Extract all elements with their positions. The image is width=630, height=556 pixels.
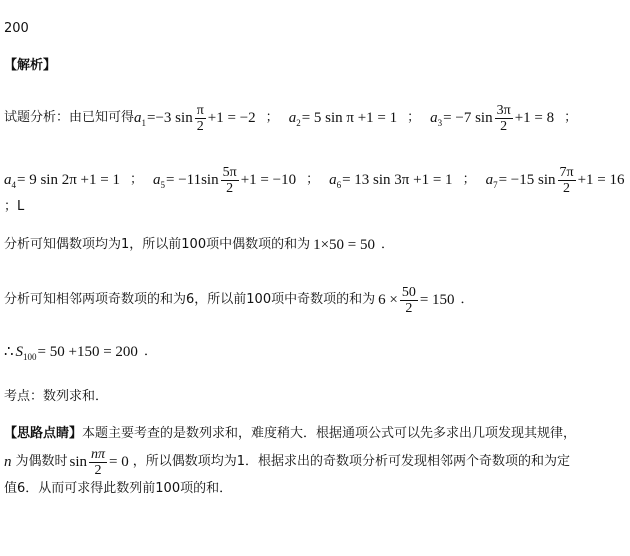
comment-sin-expression: sin $\frac{n\pi}{2}$ = 0 [69,446,129,478]
a4-equation: a 4 = 9 sin 2π +1 = 1 [4,172,120,190]
kaodian-line: 考点：数列求和． [4,389,109,404]
odd-fraction: $\frac{50}{2}$ [401,284,416,316]
comment-tag: 【思路点睛】 [4,426,83,441]
comment-line-3: 值6．从而可求得此数列前100项的和． [4,481,233,496]
terms-line-1: 试题分析：由已知可得 a 1 =−3 sin $\frac{\pi}{2}$ +1 = −2 ； a 2 = 5 sin π +1 = 1 ； a 3 = −7 sin $\frac{3\pi}{2}$ +1 = 8 ； [4,102,578,134]
a3-fraction: $\frac{3\pi}{2}$ [496,102,511,134]
answer-value: 200 [4,21,29,36]
analysis-header: 【解析】 [4,58,57,73]
a5-fraction: $\frac{5\pi}{2}$ [222,164,237,196]
a6-equation: a 6 = 13 sin 3π +1 = 1 [329,172,453,190]
comment-line-1: 【思路点睛】本题主要考查的是数列求和，难度稍大．根据通项公式可以先多求出几项发现其规律， [4,426,577,441]
total-sum-expression: ∴ S 100 = 50 +150 = 200 [4,344,138,362]
a7-equation: a 7 = −15 sin $\frac{7\pi}{2}$ +1 = 16 [485,164,625,196]
a2-equation: a 2 = 5 sin π +1 = 1 [288,110,398,128]
a3-equation: a 3 = −7 sin $\frac{3\pi}{2}$ +1 = 8 [430,102,555,134]
a7-fraction: $\frac{7\pi}{2}$ [559,164,574,196]
comment-fraction: $\frac{n\pi}{2}$ [91,446,106,478]
a5-equation: a 5 = −11sin $\frac{5\pi}{2}$ +1 = −10 [152,164,297,196]
odd-terms-line: 分析可知相邻两项奇数项的和为6，所以前100项中奇数项的和为 6 × $\frac{50}{2}$ = 150 ． [4,284,474,316]
line1-prefix: 试题分析：由已知可得 [4,110,135,125]
ellipsis-line: ；L [4,199,25,214]
even-terms-line: 分析可知偶数项均为1，所以前100项中偶数项的和为 1×50 = 50 ． [4,237,395,253]
a1-equation: a 1 =−3 sin $\frac{\pi}{2}$ +1 = −2 [134,102,256,134]
total-sum-line: ∴ S 100 = 50 +150 = 200 ． [4,344,157,362]
odd-sum-expression: 6 × $\frac{50}{2}$ = 150 [378,284,455,316]
terms-line-2: a 4 = 9 sin 2π +1 = 1 ； a 5 = −11sin $\frac{5\pi}{2}$ +1 = −10 ； a 6 = 13 sin 3π +1 = 1 ； a 7 = −15 sin $\frac{7\pi}{2}$ +1 = 16 [4,164,625,196]
comment-line-2: n 为偶数时 sin $\frac{n\pi}{2}$ = 0 ，所以偶数项均为1．根据求出的奇数项分析可发现相邻两个奇数项的和为定 [4,446,571,478]
a1-fraction: $\frac{\pi}{2}$ [196,102,204,134]
